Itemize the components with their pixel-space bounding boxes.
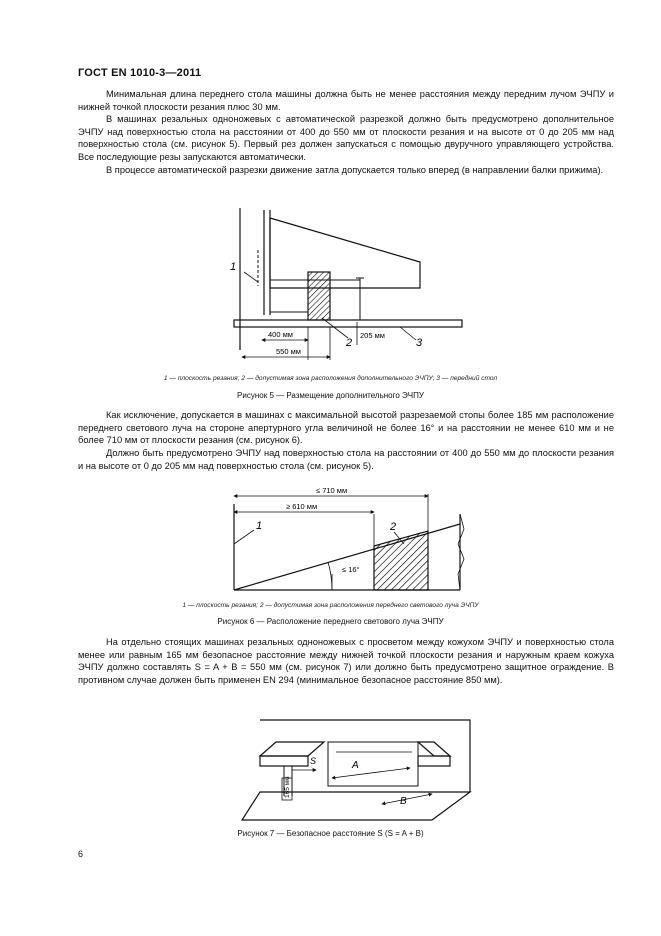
figure-6-caption: Рисунок 6 — Расположение переднего светового луча ЭЧПУ [217,617,444,626]
paragraph-front-table: Минимальная длина переднего стола машины должна быть не менее расстояния между передним лучом ЭЧПУ и нижней точкой плоскости резания плюс 30 мм. [78,89,614,112]
fig6-label-2: 2 [390,521,397,533]
page-number: 6 [78,849,84,859]
figure-5-caption: Рисунок 5 — Размещение дополнительного ЭЧПУ [237,391,424,400]
fig7-label-b: B [400,796,407,807]
paragraph-back-gauge: В процессе автоматической разрезки движение затла допускается только вперед (в направлении балки прижима). [106,165,604,175]
fig5-label-3: 3 [416,337,423,349]
figure-6-legend: 1 — плоскость резания; 2 — допустимая зона расположения переднего светового луча ЭЧПУ [182,602,479,609]
fig7-dim-165: 165 мм [284,776,291,798]
fig6-dim-610: ≥ 610 мм [286,502,318,511]
figure-5-drawing [220,200,480,370]
figure-6-drawing [228,484,468,596]
fig5-label-1: 1 [230,261,237,273]
fig5-dim-205: 205 мм [360,331,385,340]
fig7-label-a: A [352,760,359,771]
fig6-angle: ≤ 16° [342,565,360,574]
paragraph-auto-cutting: В машинах резальных одноножевых с автоматической разрезкой должно быть предусмотрено дополнительное ЭЧПУ над поверхностью стола на расстоянии от 400 до 550 мм от плоскости резания и на высоте от 0 до 205 мм над поверхностью стола (см. рисунок 5). Первый рез должен запускаться с помощью двуручного управляющего устройства. Все последующие резы запускаются автоматически. [78,114,614,162]
paragraph-safety-distance: На отдельно стоящих машинах резальных одноножевых с просветом между кожухом ЭЧПУ и поверхностью стола менее или равным 165 мм безопасное расстояние между нижней точкой плоскости резания и наружным краем кожуха ЭЧПУ должно составлять S = A + B = 550 мм (см. рисунок 7) или должно быть предусмотрено защитное ограждение. В противном случае должен быть применен EN 294 (минимальное безопасное расстояние 850 мм). [78,637,614,685]
paragraph-front-beam: Должно быть предусмотрено ЭЧПУ над поверхностью стола на расстоянии от 400 до 550 мм до плоскости резания и на высоте от 0 до 205 мм над поверхностью стола (см. рисунок 5). [78,448,614,471]
document-header: ГОСТ EN 1010-3—2011 [78,67,202,79]
paragraph-exception: Как исключение, допускается в машинах с максимальной высотой разрезаемой стопы более 185 мм расположение переднего светового луча на стороне апертурного угла величиной не более 16° и на расстоянии не менее 610 мм и не более 710 мм от плоскости резания (см. рисунок 6). [78,410,614,446]
fig6-label-1: 1 [256,520,263,532]
fig5-dim-550: 550 мм [276,347,301,356]
figure-7-drawing [232,712,482,824]
fig6-dim-710: ≤ 710 мм [316,486,348,495]
figure-5-legend: 1 — плоскость резания; 2 — допустимая зона расположения дополнительного ЭЧПУ; 3 — передний стол [163,375,498,382]
fig5-dim-400: 400 мм [268,330,293,339]
figure-7-caption: Рисунок 7 — Безопасное расстояние S (S = A + B) [237,829,424,838]
fig7-label-s: S [310,756,317,766]
fig5-label-2: 2 [346,337,353,349]
